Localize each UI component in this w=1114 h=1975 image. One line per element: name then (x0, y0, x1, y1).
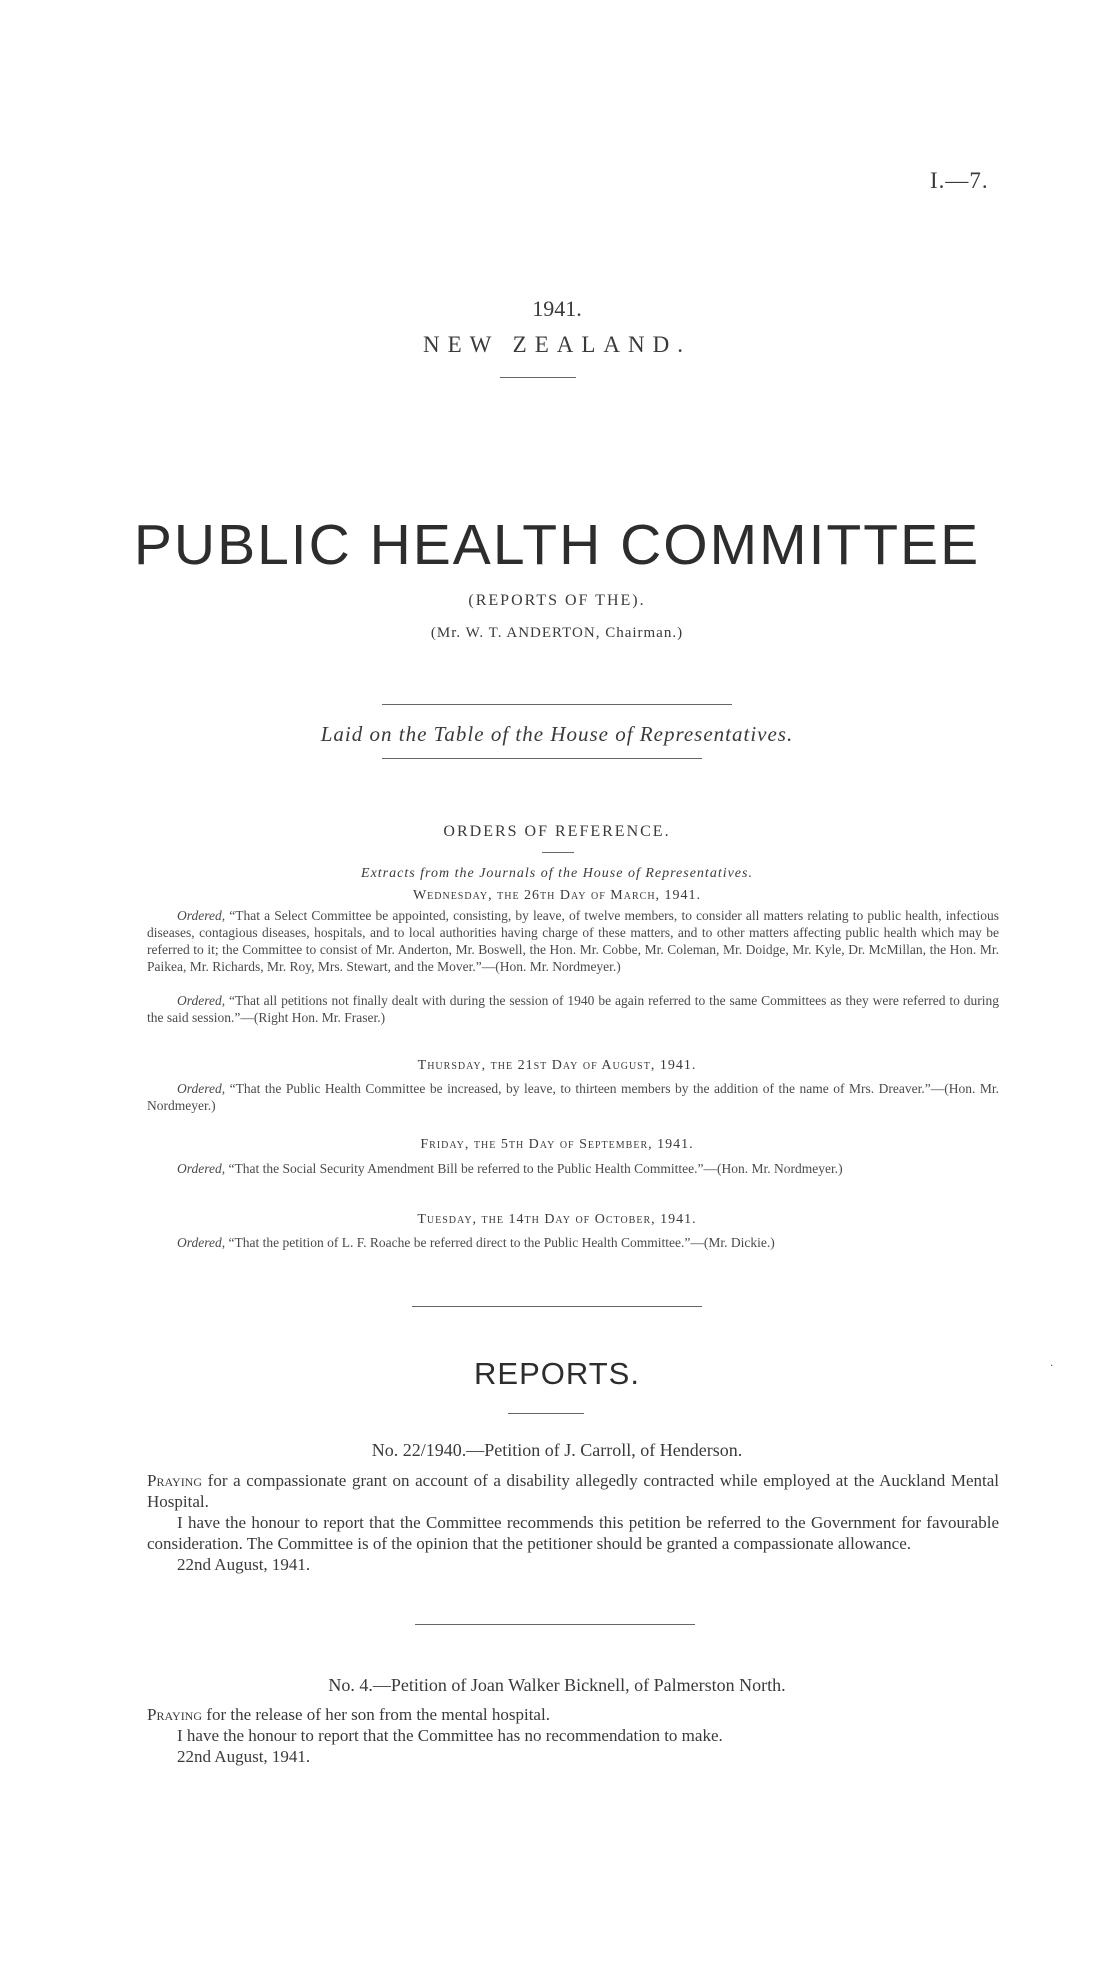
laid-on-table: Laid on the Table of the House of Representatives. (320, 722, 794, 746)
country: NEW ZEALAND. (422, 332, 692, 357)
divider (542, 852, 574, 853)
margin-dot: · (1050, 1361, 1054, 1372)
extracts-line: Extracts from the Journals of the House of Representatives. (361, 866, 753, 881)
reports-heading: REPORTS. (474, 1356, 640, 1391)
divider (415, 1624, 695, 1625)
order-date: Friday, the 5th Day of September, 1941. (420, 1137, 694, 1152)
praying-paragraph (147, 1470, 999, 1512)
divider (382, 704, 732, 705)
order-paragraph (147, 1234, 999, 1251)
page-reference: I.—7. (930, 168, 989, 193)
order-text: “That the Public Health Committee be increased, by leave, to thirteen members by the addition of the name of Mrs. Dreaver.”—(Hon. Mr. Nordmeyer.) (147, 1081, 1000, 1113)
order-text: “That a Select Committee be appointed, consisting, by leave, of twelve members, to consider all matters relating to public health, infectious diseases, contagious diseases, hospitals, and to local authorities having charge of these matters, and to other matters affecting public health which may be referred to it; the Committee to consist of Mr. Anderton, Mr. Boswell, the Hon. Mr. Cobbe, Mr. Coleman, Mr. Doidge, Mr. Kyle, Dr. McMillan, the Hon. Mr. Paikea, Mr. Richards, Mr. Roy, Mrs. Stewart, and the Mover.”—(Hon. Mr. Nordmeyer.) (147, 908, 1000, 974)
petition-title: No. 4.—Petition of Joan Walker Bicknell, of Palmerston North. (328, 1675, 786, 1695)
divider (412, 1306, 702, 1307)
divider (382, 758, 702, 759)
order-paragraph (147, 1160, 999, 1177)
page-title: PUBLIC HEALTH COMMITTEE (133, 513, 981, 577)
report-date: 22nd August, 1941. (177, 1555, 311, 1574)
report-paragraph: I have the honour to report that the Committee has no recommendation to make. (177, 1726, 723, 1745)
order-text: “That the petition of L. F. Roache be referred direct to the Public Health Committee.”—(Mr. Dickie.) (228, 1235, 775, 1250)
petition-body (147, 1470, 999, 1575)
praying-text: for the release of her son from the mental hospital. (206, 1705, 550, 1724)
year: 1941. (532, 296, 582, 321)
order-text: “That all petitions not finally dealt with during the session of 1940 be again referred to the same Committees as they were referred to during the said session.”—(Right Hon. Mr. Fraser.) (147, 993, 999, 1025)
ordered-label: Ordered, (177, 1081, 226, 1096)
order-paragraph (147, 1080, 999, 1114)
ordered-label: Ordered, (177, 1235, 226, 1250)
praying-lead: Praying (147, 1705, 203, 1724)
chairman-line: (Mr. W. T. ANDERTON, Chairman.) (430, 625, 684, 641)
subtitle: (REPORTS OF THE). (468, 592, 646, 609)
order-paragraph (147, 992, 999, 1026)
report-date: 22nd August, 1941. (177, 1747, 311, 1766)
order-paragraph (147, 907, 999, 975)
praying-paragraph (147, 1704, 999, 1725)
petition-body (147, 1704, 999, 1767)
divider (500, 377, 576, 378)
praying-lead: Praying (147, 1471, 203, 1490)
order-date: Wednesday, the 26th Day of March, 1941. (412, 888, 702, 903)
divider (508, 1413, 584, 1414)
order-date: Thursday, the 21st Day of August, 1941. (417, 1058, 697, 1073)
order-date: Tuesday, the 14th Day of October, 1941. (417, 1212, 697, 1227)
report-paragraph: I have the honour to report that the Committee recommends this petition be referred to the Government for favourable consideration. The Committee is of the opinion that the petitioner should be granted a compassionate allowance. (147, 1513, 999, 1553)
petition-title: No. 22/1940.—Petition of J. Carroll, of Henderson. (371, 1440, 743, 1460)
praying-text: for a compassionate grant on account of a disability allegedly contracted while employed at the Auckland Mental Hospital. (147, 1471, 1000, 1511)
ordered-label: Ordered, (177, 993, 226, 1008)
ordered-label: Ordered, (177, 908, 226, 923)
orders-heading: ORDERS OF REFERENCE. (443, 823, 671, 840)
order-text: “That the Social Security Amendment Bill be referred to the Public Health Committee.”—(Hon. Mr. Nordmeyer.) (228, 1161, 843, 1176)
ordered-label: Ordered, (177, 1161, 226, 1176)
